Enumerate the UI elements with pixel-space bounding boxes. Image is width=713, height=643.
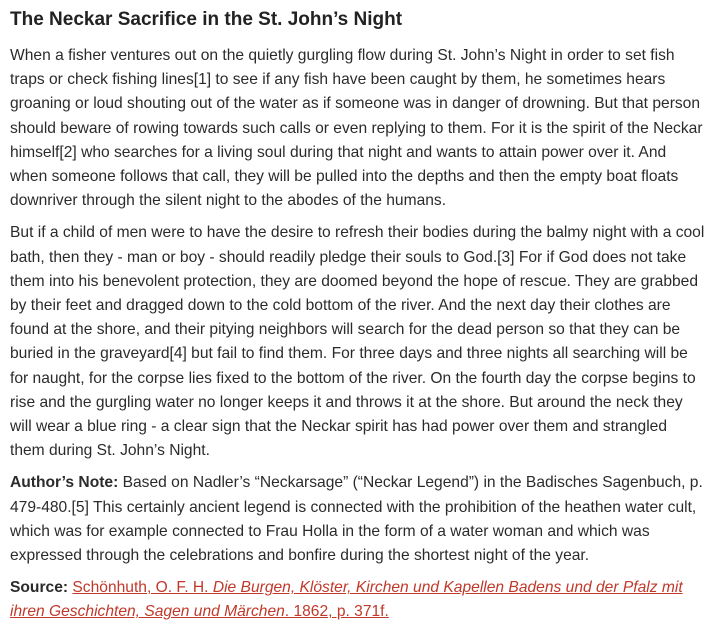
source-link[interactable] [10,579,683,620]
source-work-title: Die Burgen, Klöster, Kirchen und Kapellen Badens und der Pfalz mit ihren Geschichten, Sagen und Märchen [10,579,683,621]
article-title: The Neckar Sacrifice in the St. John’s Night [10,9,403,30]
author-note-text: Based on Nadler’s “Neckarsage” (“Neckar Legend”) in the Badisches Sagenbuch, p. 479-480.[5] This certainly ancient legend is connected with the prohibition of the heathen water cult, which was for example connected to Frau Holla in the form of a water woman and which was expressed through the celebrations and bonfire during the shortest night of the year. [10,474,703,565]
article-paragraph-1: When a fisher ventures out on the quietly gurgling flow during St. John’s Night in order to set fish traps or check fishing lines[1] to see if any fish have been caught by them, he sometimes hears groaning or loud shouting out of the water as if someone was in danger of drowning. But that person should beware of rowing towards such calls or even replying to them. For it is the spirit of the Neckar himself[2] who searches for a living soul during that night and wants to attain power over it. And when someone follows that call, they will be pulled into the depths and then the empty boat floats downriver through the silent night to the abodes of the humans. [10,47,703,210]
author-note [10,471,705,568]
source-label: Source: [10,579,69,597]
source-citation [10,576,705,624]
author-note-label: Author’s Note: [10,474,119,492]
article-paragraph-2: But if a child of men were to have the desire to refresh their bodies during the balmy night with a cool bath, then they - man or boy - should readily pledge their souls to God.[3] For if God does not take them into his benevolent protection, they are doomed beyond the hope of rescue. They are grabbed by their feet and dragged down to the cold bottom of the river. And the next day their clothes are found at the shore, and their pitying neighbors will search for the dead person so that they can be buried in the graveyard[4] but fail to find them. For three days and three nights all searching will be for naught, for the corpse lies fixed to the bottom of the river. On the fourth day the corpse begins to rise and the gurgling water no longer keeps it and throws it at the shore. But around the neck they will wear a blue ring - a clear sign that the Neckar spirit has had power over them and strangled them during St. John’s Night. [10,224,705,460]
source-details: . 1862, p. 371f. [284,603,389,621]
source-author: Schönhuth, O. F. H. [72,579,213,597]
